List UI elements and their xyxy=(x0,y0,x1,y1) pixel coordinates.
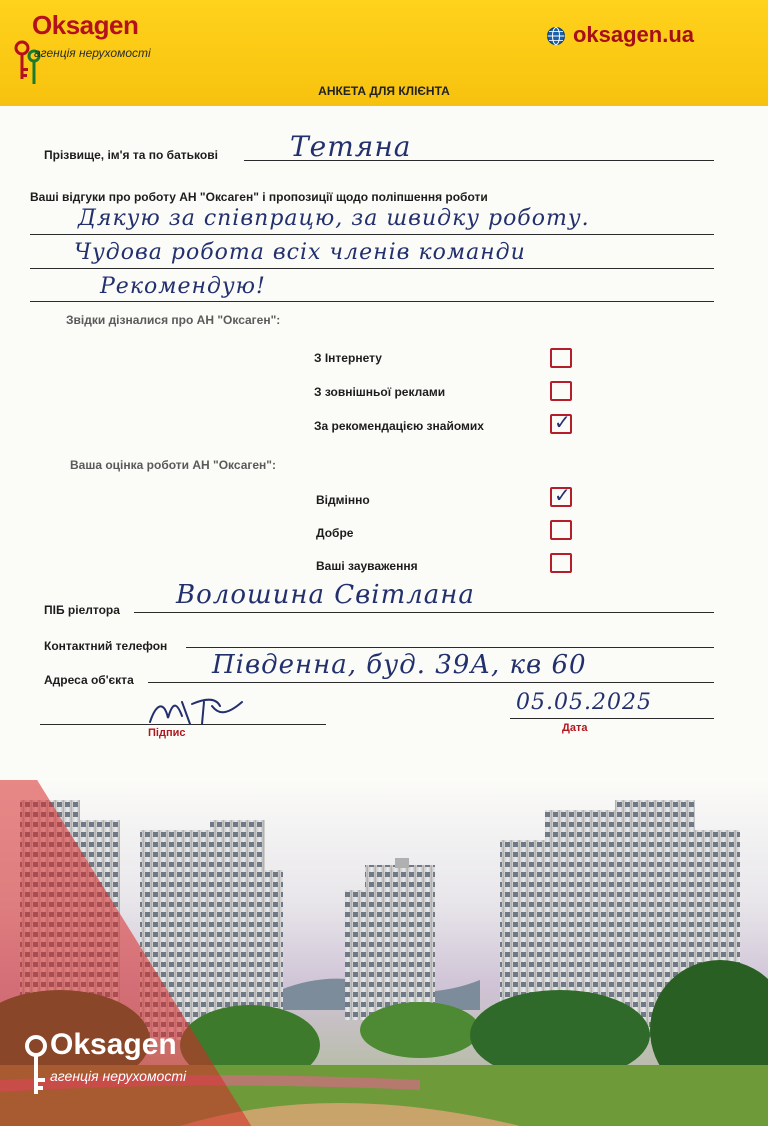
address-label: Адреса об'єкта xyxy=(44,673,134,687)
phone-label: Контактний телефон xyxy=(44,639,168,653)
phone-line xyxy=(186,647,714,648)
feedback-text-1[interactable]: Дякую за співпрацю, за швидку роботу. xyxy=(78,206,590,231)
feedback-line-1 xyxy=(30,234,714,235)
realtor-label: ПІБ ріелтора xyxy=(44,603,120,617)
check-mark-icon: ✓ xyxy=(554,483,571,507)
realtor-value[interactable]: Волошина Світлана xyxy=(176,580,475,610)
form-title: АНКЕТА ДЛЯ КЛІЄНТА xyxy=(318,84,450,98)
rating-option-excellent-checkbox[interactable] xyxy=(550,483,572,507)
realtor-line xyxy=(134,612,714,613)
source-option-internet-checkbox[interactable] xyxy=(550,348,572,368)
feedback-text-2[interactable]: Чудова робота всіх членів команди xyxy=(74,240,526,265)
date-value[interactable]: 05.05.2025 xyxy=(516,690,652,715)
website-link[interactable]: oksagen.ua xyxy=(572,22,694,47)
footer-logo xyxy=(24,1028,244,1108)
address-line xyxy=(148,682,714,683)
rating-option-good-label: Добре xyxy=(316,526,354,540)
signature-label: Підпис xyxy=(148,727,186,739)
brand-logo xyxy=(12,8,182,78)
rating-option-good-checkbox[interactable] xyxy=(550,520,572,540)
footer-logo-tagline: агенція нерухомості xyxy=(50,1068,187,1084)
address-value[interactable]: Південна, буд. 39А, кв 60 xyxy=(212,650,587,680)
rating-option-remarks-checkbox[interactable] xyxy=(550,553,572,573)
rating-option-excellent-label: Відмінно xyxy=(316,493,370,507)
logo-tagline: агенція нерухомості xyxy=(34,46,151,60)
keys-icon xyxy=(24,1034,52,1108)
name-value[interactable]: Тетяна xyxy=(290,130,412,163)
globe-icon xyxy=(546,26,566,46)
rating-label: Ваша оцінка роботи АН "Оксаген": xyxy=(70,458,276,472)
source-option-ads-checkbox[interactable] xyxy=(550,381,572,401)
header-bar xyxy=(0,0,768,106)
feedback-text-3[interactable]: Рекомендую! xyxy=(100,274,266,299)
rating-option-remarks-label: Ваші зауваження xyxy=(316,559,418,573)
source-option-referral-label: За рекомендацією знайомих xyxy=(314,419,484,433)
feedback-line-3 xyxy=(30,301,714,302)
date-line xyxy=(510,718,714,719)
signature-scribble xyxy=(146,694,256,728)
source-option-ads-label: З зовнішньої реклами xyxy=(314,385,446,399)
source-option-internet-label: З Інтернету xyxy=(314,351,382,365)
feedback-label: Ваші відгуки про роботу АН "Оксаген" і пропозиції щодо поліпшення роботи xyxy=(30,190,488,204)
logo-wordmark: Oksagen xyxy=(32,10,139,40)
source-label: Звідки дізналися про АН "Оксаген": xyxy=(66,313,281,327)
footer-logo-wordmark: Oksagen xyxy=(50,1028,177,1061)
check-mark-icon: ✓ xyxy=(554,410,571,434)
source-option-referral-checkbox[interactable] xyxy=(550,410,572,434)
name-label: Прізвище, ім'я та по батькові xyxy=(44,148,218,162)
date-label: Дата xyxy=(562,722,588,734)
feedback-line-2 xyxy=(30,268,714,269)
